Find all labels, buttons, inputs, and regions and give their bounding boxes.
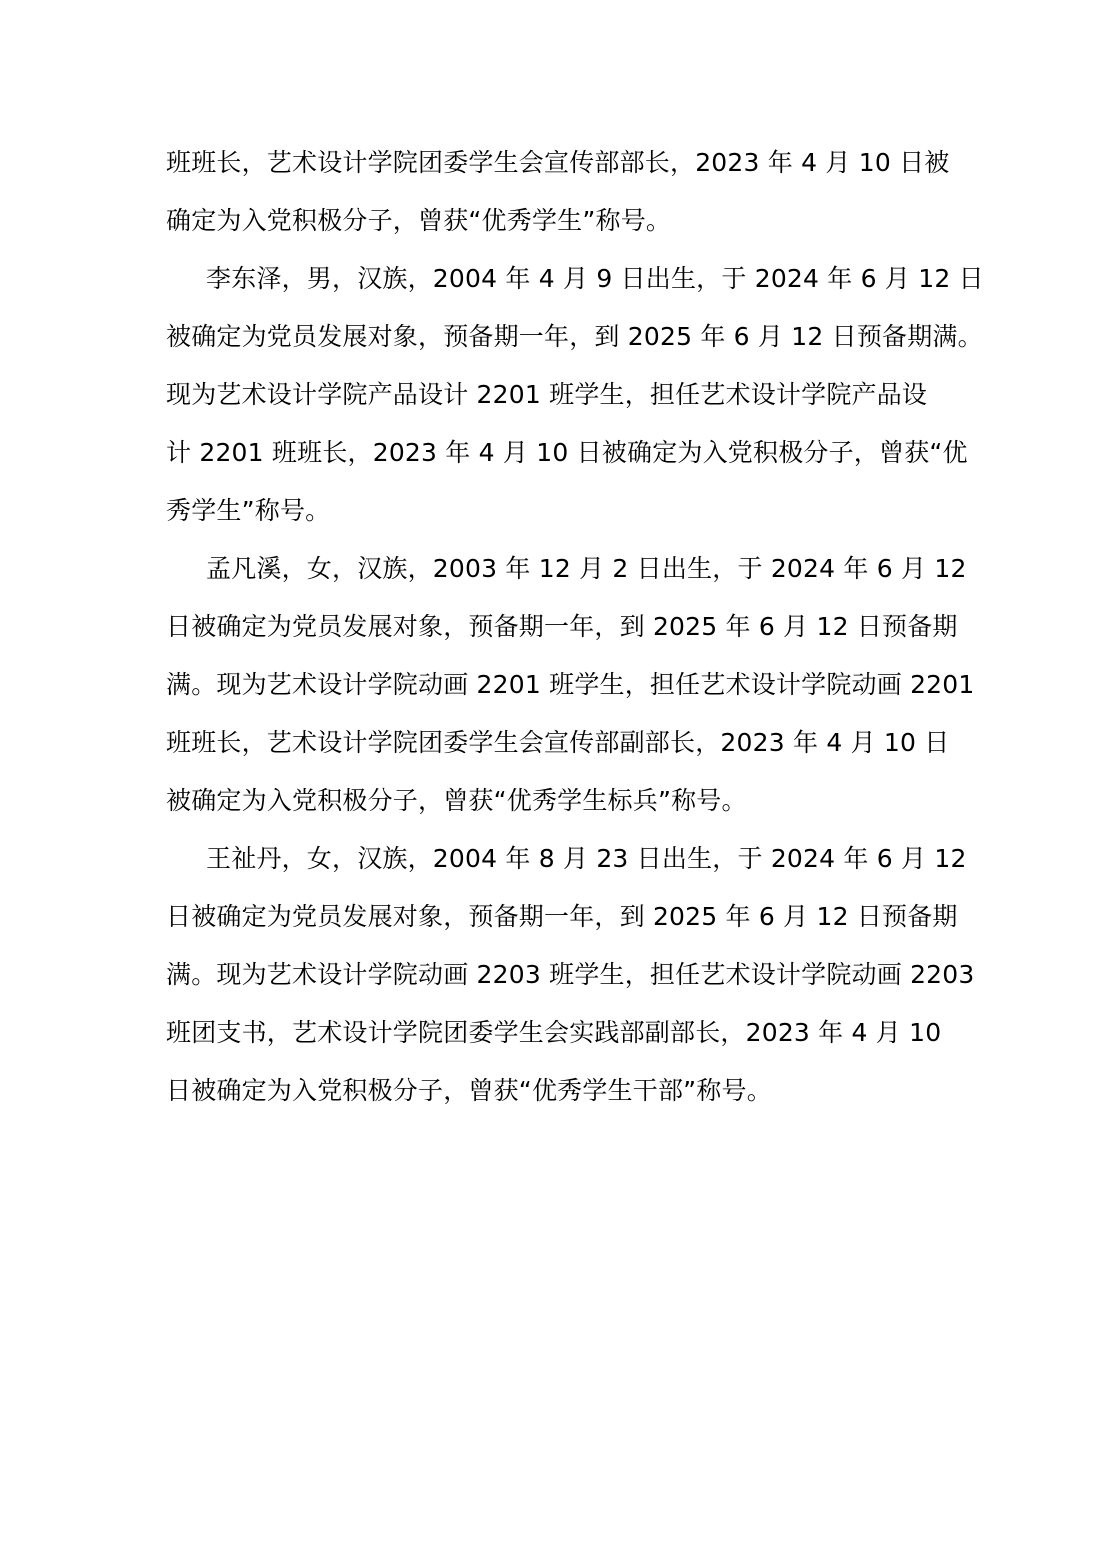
text-line: 日被确定为入党积极分子，曾获“优秀学生干部”称号。: [166, 1076, 772, 1105]
text-line: 现为艺术设计学院产品设计 2201 班学生，担任艺术设计学院产品设: [166, 380, 928, 409]
text-line: 班班长，艺术设计学院团委学生会宣传部副部长，2023 年 4 月 10 日: [166, 728, 950, 757]
paragraph-first-line: 孟凡溪，女，汉族，2003 年 12 月 2 日出生，于 2024 年 6 月 12: [206, 554, 967, 583]
text-line: 日被确定为党员发展对象，预备期一年，到 2025 年 6 月 12 日预备期: [166, 612, 958, 641]
text-line: 满。现为艺术设计学院动画 2201 班学生，担任艺术设计学院动画 2201: [166, 670, 975, 699]
paragraph-first-line: 王祉丹，女，汉族，2004 年 8 月 23 日出生，于 2024 年 6 月 12: [206, 844, 967, 873]
text-line: 确定为入党积极分子，曾获“优秀学生”称号。: [166, 206, 672, 235]
paragraph-first-line: 李东泽，男，汉族，2004 年 4 月 9 日出生，于 2024 年 6 月 12 日: [206, 264, 984, 293]
document-body: [166, 134, 984, 1120]
text-line: 计 2201 班班长，2023 年 4 月 10 日被确定为入党积极分子，曾获“优: [166, 438, 968, 467]
text-line: 被确定为党员发展对象，预备期一年，到 2025 年 6 月 12 日预备期满。: [166, 322, 983, 351]
text-line: 日被确定为党员发展对象，预备期一年，到 2025 年 6 月 12 日预备期: [166, 902, 958, 931]
text-line: 被确定为入党积极分子，曾获“优秀学生标兵”称号。: [166, 786, 747, 815]
text-line: 满。现为艺术设计学院动画 2203 班学生，担任艺术设计学院动画 2203: [166, 960, 975, 989]
text-line: 班团支书，艺术设计学院团委学生会实践部副部长，2023 年 4 月 10: [166, 1018, 942, 1047]
text-line: 秀学生”称号。: [166, 496, 331, 525]
text-line: 班班长，艺术设计学院团委学生会宣传部部长，2023 年 4 月 10 日被: [166, 148, 950, 177]
